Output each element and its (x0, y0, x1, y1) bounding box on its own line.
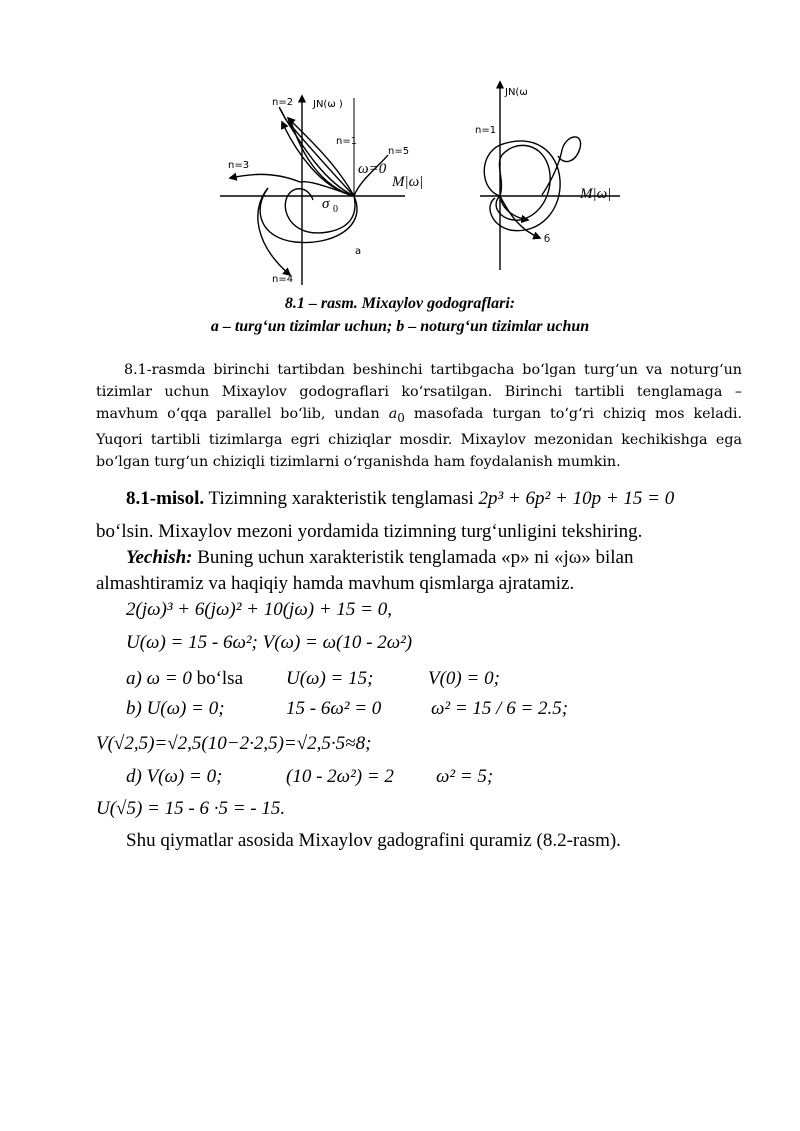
case-d-eq: (10 - 2ω²) = 2 (286, 766, 394, 787)
case-d-res: ω² = 5; (436, 766, 494, 787)
a0-subscript: 0 (397, 410, 405, 425)
case-b-res: ω² = 15 / 6 = 2.5; (431, 698, 569, 719)
case-d (126, 766, 776, 788)
case-a-bolsa: bo‘lsa (191, 668, 244, 689)
u-computation: U(√5) = 15 - 6 ·5 = - 15. (96, 798, 286, 819)
label-omega0: ω=0 (358, 161, 387, 177)
a0-symbol: a (388, 406, 398, 422)
label-n3: n=3 (228, 160, 250, 171)
label-n1-b: n=1 (475, 125, 497, 136)
label-sigma-sub: 0 (333, 204, 338, 215)
example-line2: bo‘lsin. Mixaylov mezoni yordamida tizimning turg‘unligini tekshiring. (96, 521, 643, 542)
solution-line2: almashtiramiz va haqiqiy hamda mavhum qismlarga ajratamiz. (96, 573, 575, 594)
equation-1: 2(jω)³ + 6(jω)² + 10(jω) + 15 = 0, (126, 599, 392, 620)
v-computation: V(√2,5)=√2,5(10−2·2,5)=√2,5·5≈8; (96, 733, 372, 754)
case-b (126, 698, 776, 720)
solution-text: Buning uchun xarakteristik tenglamada «p» ni «jω» bilan (192, 547, 634, 568)
curve-b-arrow (500, 196, 540, 238)
case-a-u: U(ω) = 15; (286, 668, 374, 689)
case-a (126, 668, 776, 690)
paragraph-part1: 8.1-rasmda birinchi tartibdan beshinchi tartibgacha bo‘lgan turg‘un va noturg‘un tizimlar uchun Mixaylov godograflari ko‘rsatilgan. Birinchi tartibli tenglamaga – mavhum o‘qqa parallel bo‘lib, undan (96, 362, 742, 422)
label-n4: n=4 (272, 274, 294, 285)
label-n2: n=2 (272, 97, 294, 108)
description-paragraph (96, 359, 742, 473)
case-b-eq: 15 - 6ω² = 0 (286, 698, 382, 719)
closing-sentence: Shu qiymatlar asosida Mixaylov gadografini quramiz (8.2-rasm). (126, 830, 621, 851)
equation-2: U(ω) = 15 - 6ω²; V(ω) = ω(10 - 2ω²) (126, 632, 413, 653)
paragraph-part2: masofada turgan to‘g‘ri chiziq mos keladi. Yuqori tartibli tizimlarga egri chiziqlar mosdir. Mixaylov mezonidan kechikishga ega bo‘lgan turg‘un chiziqli tizimlarni o‘rganishda ham foydalanish mumkin. (96, 406, 742, 470)
label-m-b: M|ω| (580, 186, 612, 202)
case-a-cond: ω = 0 (146, 668, 192, 689)
mikhailov-hodograph-figure (210, 70, 650, 292)
curve-b-outer (484, 141, 560, 231)
label-n5: n=5 (388, 146, 410, 157)
curve-n3 (230, 174, 354, 196)
example-text: Tizimning xarakteristik tenglamasi (204, 488, 479, 509)
case-d-v: V(ω) = 0; (146, 766, 223, 787)
solution-title: Yechish: (126, 547, 193, 568)
label-jn-a: JN(ω ) (313, 99, 343, 110)
curve-b-loop (496, 145, 550, 220)
label-sigma: σ (322, 196, 330, 212)
label-letter-b: б (544, 234, 551, 245)
example-line (126, 488, 776, 510)
label-n1: n=1 (336, 136, 358, 147)
example-equation: 2p³ + 6p² + 10p + 15 = 0 (478, 488, 675, 509)
label-letter-a: a (355, 246, 362, 257)
hodograph-a (220, 96, 405, 285)
figure-caption-title: 8.1 – rasm. Mixaylov godograflari: (284, 295, 516, 312)
case-b-u: U(ω) = 0; (146, 698, 225, 719)
case-a-label: a) (126, 668, 147, 689)
case-d-label: d) (126, 766, 147, 787)
label-m-a: M|ω| (392, 174, 424, 190)
case-a-v: V(0) = 0; (428, 668, 500, 689)
example-title: 8.1-misol. (126, 488, 205, 509)
solution-line (126, 547, 776, 569)
label-jn-b: JN(ω (505, 87, 528, 98)
case-b-label: b) (126, 698, 147, 719)
figure-caption-subtitle: a – turg‘un tizimlar uchun; b – noturg‘un tizimlar uchun (210, 318, 590, 335)
